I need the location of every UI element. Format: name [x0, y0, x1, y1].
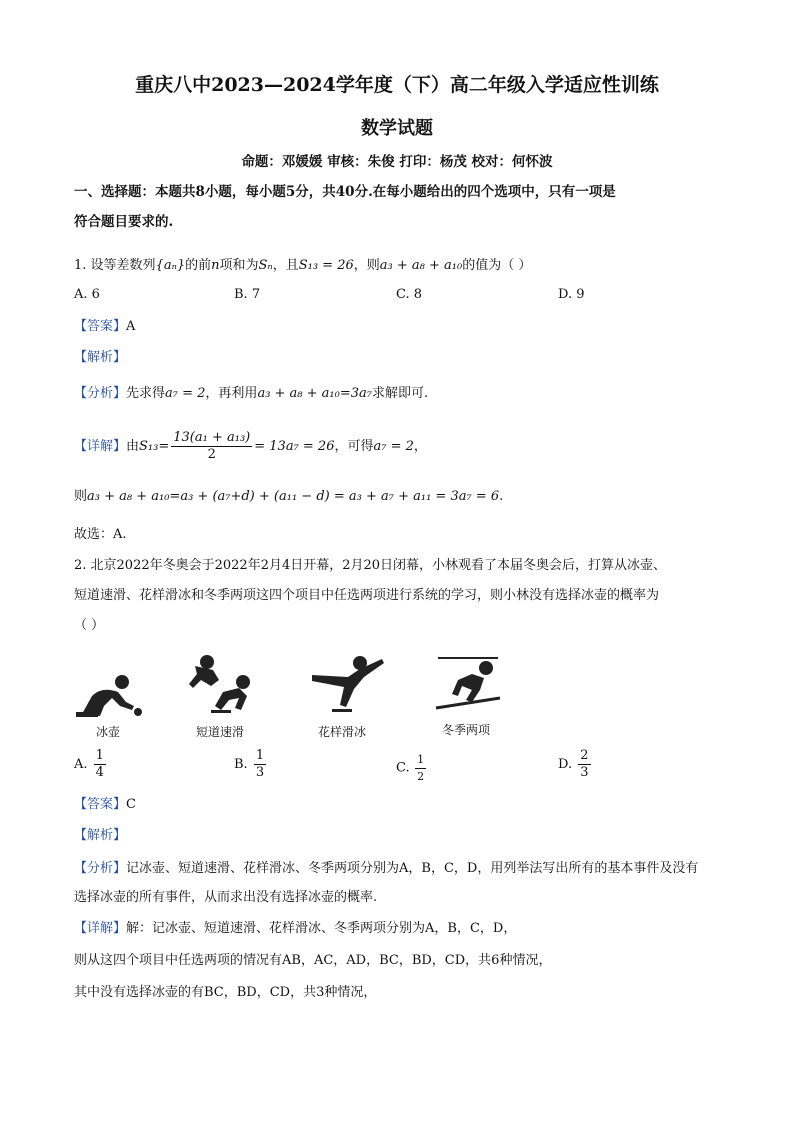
biathlon-label: 冬季两项: [442, 723, 491, 737]
q2-option-d-fraction: [578, 748, 590, 781]
q2-option-c-den: 2: [417, 770, 425, 783]
q1-stem-expr: a₃ + a₈ + a₁₀: [379, 258, 463, 273]
q1-stem-sn: Sₙ: [258, 258, 273, 273]
q1-fenxi: [74, 385, 428, 403]
q1-answer-value: A: [126, 319, 136, 334]
q1-answer-tag: 【答案】: [74, 319, 127, 334]
q2-fenxi-line2: 选择冰壶的所有事件，从而求出没有选择冰壶的概率.: [74, 890, 378, 905]
q1-fenxi-a: 先求得: [126, 386, 166, 401]
q1-fenxi-tag: 【分析】: [74, 386, 127, 401]
q1-detail-m: a₇ = 2: [373, 439, 414, 454]
q2-option-d: [558, 748, 593, 781]
q1-answer: [74, 318, 135, 336]
q2-detail-line2: 则从这四个项目中任选两项的情况有AB，AC，AD，BC，BD，CD，共6种情况，: [74, 953, 552, 968]
q1-stem-a: 1. 设等差数列: [74, 258, 156, 273]
q1-detail-fraction: [171, 430, 252, 463]
q1-stem-e: ，则: [353, 258, 380, 273]
q1-then-b: .: [499, 489, 504, 504]
q1-detail: [74, 429, 427, 465]
q2-detail-text1: 解：记冰壶、短道速滑、花样滑冰、冬季两项分别为A，B，C，D，: [126, 921, 517, 936]
q1-option-b: B. 7: [234, 287, 261, 302]
q1-detail-tag: 【详解】: [74, 439, 127, 454]
q2-option-a-letter: A.: [74, 757, 88, 772]
q1-detail-a: 由: [126, 439, 140, 454]
q1-option-d: D. 9: [558, 287, 585, 302]
curling-icon: [74, 672, 146, 722]
q2-option-a: [74, 748, 108, 781]
q2-stem-line2: 短道速滑、花样滑冰和冬季两项这四个项目中任选两项进行系统的学习，则小林没有选择冰壶的概率为: [74, 588, 660, 603]
q2-analysis-tag: 【解析】: [74, 828, 127, 843]
q2-detail-line3: 其中没有选择冰壶的有BC，BD，CD，共3种情况，: [74, 985, 377, 1000]
q1-stem-d: ，且: [272, 258, 299, 273]
speed-skating-icon: [183, 652, 259, 720]
q1-fenxi-c: 求解即可.: [371, 386, 429, 401]
q2-detail-tag: 【详解】: [74, 921, 127, 936]
q2-option-d-num: 2: [580, 748, 589, 763]
q2-option-a-num: 1: [95, 748, 104, 763]
curling-label: 冰壶: [96, 725, 121, 739]
q1-then: [74, 488, 503, 506]
section-heading-line2: 符合题目要求的.: [74, 214, 174, 230]
q1-option-c: C. 8: [396, 287, 423, 302]
q1-fenxi-m1: a₇ = 2: [165, 386, 206, 401]
q2-option-b-fraction: [254, 748, 266, 781]
q1-stem: [74, 257, 531, 275]
q1-detail-frac-den: 2: [207, 447, 216, 462]
q1-detail-rest: = 13a₇ = 26: [254, 439, 335, 454]
q1-detail-c: ，: [413, 439, 427, 454]
q2-option-c: [396, 752, 428, 785]
exam-title: 重庆八中2023—2024学年度（下）高二年级入学适应性训练: [135, 74, 659, 96]
q1-detail-frac-num: 13(a₁ + a₁₃): [173, 430, 251, 445]
q2-detail-line1: [74, 920, 516, 938]
biathlon-icon: [432, 656, 504, 718]
figure-skating-label: 花样滑冰: [318, 725, 367, 739]
q2-option-b: [234, 748, 268, 781]
q1-stem-c: 项和为: [219, 258, 259, 273]
q2-stem-line3: （ ）: [74, 618, 105, 633]
q2-fenxi-line1: [74, 860, 698, 878]
speed-skating-label: 短道速滑: [196, 725, 245, 739]
q2-option-a-fraction: [94, 748, 106, 781]
q2-fenxi-tag: 【分析】: [74, 861, 127, 876]
figure-skating-icon: [308, 655, 388, 719]
q1-detail-b: ，可得: [334, 439, 374, 454]
exam-subtitle: 数学试题: [361, 118, 433, 139]
q1-fenxi-b: ，再利用: [205, 386, 258, 401]
q2-option-c-letter: C.: [396, 760, 410, 776]
q2-option-b-den: 3: [255, 765, 265, 780]
q2-option-d-letter: D.: [558, 757, 573, 772]
q2-option-d-den: 3: [580, 765, 589, 780]
q1-stem-n: n: [211, 258, 220, 273]
q1-choice: 故选：A.: [74, 527, 127, 542]
q1-option-a: A. 6: [74, 287, 100, 302]
q2-option-b-num: 1: [255, 748, 265, 763]
q1-then-m: a₃ + a₈ + a₁₀=a₃ + (a₇+d) + (a₁₁ − d) = a₃ + a₇ + a₁₁ = 3a₇ = 6: [87, 489, 500, 504]
q1-then-a: 则: [74, 489, 88, 504]
q2-answer: [74, 796, 136, 814]
q2-answer-value: C: [126, 797, 136, 812]
q2-fenxi-text1: 记冰壶、短道速滑、花样滑冰、冬季两项分别为A，B，C，D，用列举法写出所有的基本事件及没有: [126, 861, 699, 876]
q1-stem-b: 的前: [185, 258, 212, 273]
q1-fenxi-m2: a₃ + a₈ + a₁₀=3a₇: [257, 386, 372, 401]
section-heading-line1: 一、选择题：本题共8小题，每小题5分，共40分.在每小题给出的四个选项中，只有一项是: [74, 184, 616, 200]
q2-answer-tag: 【答案】: [74, 797, 127, 812]
q2-option-c-num: 1: [415, 752, 426, 769]
q2-option-a-den: 4: [95, 765, 104, 780]
q1-stem-cond: S₁₃ = 26: [298, 258, 354, 273]
exam-staff: 命题：邓媛媛 审核：朱俊 打印：杨茂 校对：何怀波: [241, 154, 553, 170]
q2-option-b-letter: B.: [234, 757, 248, 772]
q1-stem-f: 的值为（ ）: [462, 258, 532, 273]
q2-stem-line1: 2. 北京2022年冬奥会于2022年2月4日开幕，2月20日闭幕，小林观看了本届冬奥会后，打算从冰壶、: [74, 558, 667, 573]
q2-option-c-fraction: [415, 752, 426, 785]
q1-stem-seq: {aₙ}: [155, 258, 186, 273]
q1-detail-s13: S₁₃=: [139, 439, 170, 454]
q1-analysis-tag: 【解析】: [74, 350, 127, 365]
